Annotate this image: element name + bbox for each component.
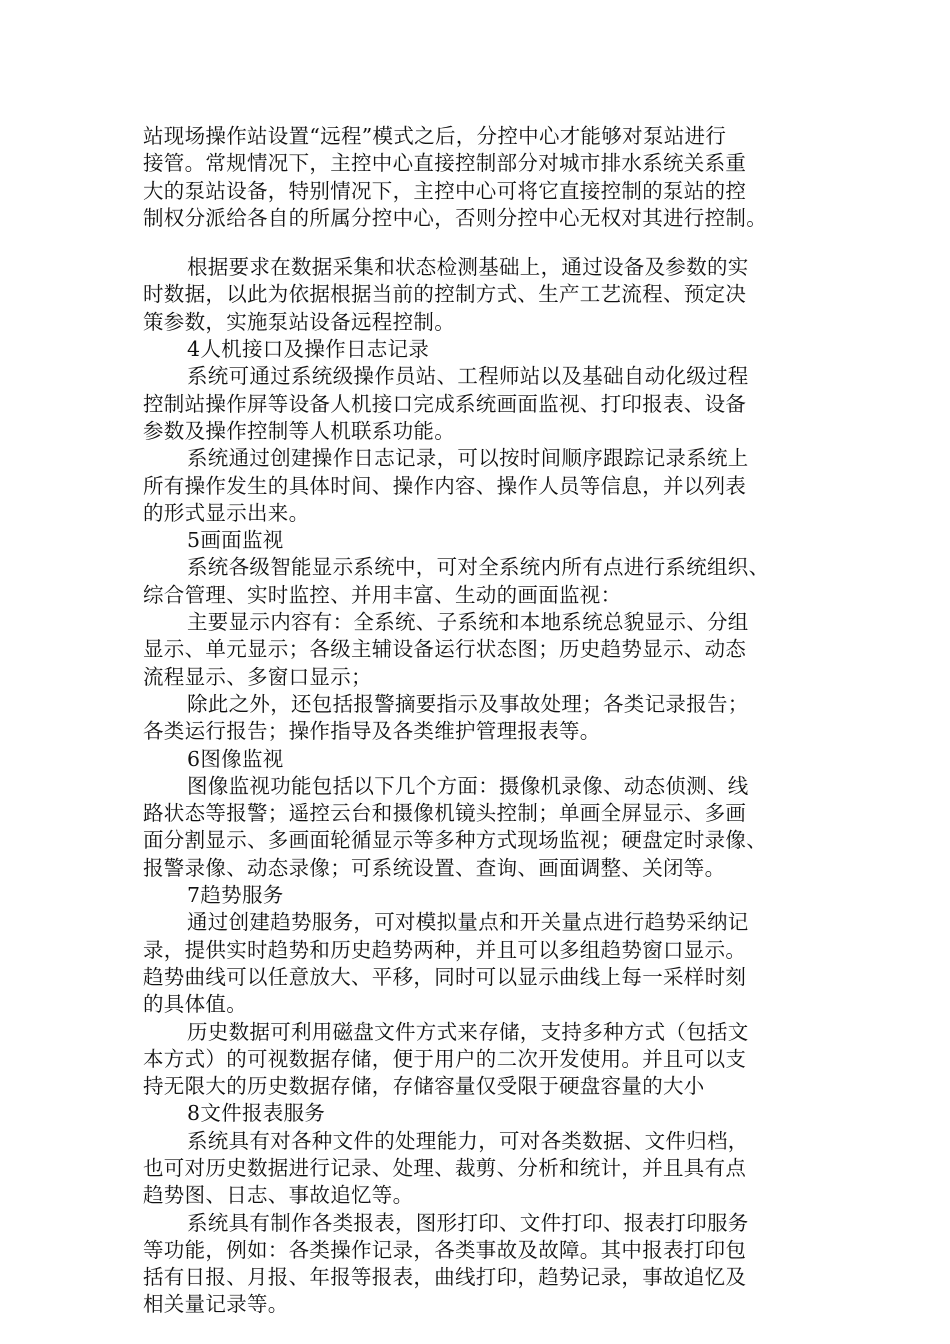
paragraph-history-storage bbox=[143, 1019, 815, 1101]
paragraph-display-system bbox=[143, 554, 815, 609]
text-line: 综合管理、实时监控、并用丰富、生动的画面监视： bbox=[143, 582, 622, 607]
text-line: 趋势曲线可以任意放大、平移，同时可以显示曲线上每一采样时刻 bbox=[143, 964, 747, 989]
text-line: 路状态等报警；遥控云台和摄像机镜头控制；单画全屏显示、多画 bbox=[143, 801, 747, 826]
text-line: 系统具有对各种文件的处理能力，可对各类数据、文件归档， bbox=[187, 1128, 749, 1153]
text-line: 系统可通过系统级操作员站、工程师站以及基础自动化级过程 bbox=[187, 364, 749, 389]
text-line: 流程显示、多窗口显示； bbox=[143, 664, 372, 689]
text-line: 的具体值。 bbox=[143, 992, 247, 1017]
paragraph-display-content bbox=[143, 609, 815, 691]
heading-text: 5画面监视 bbox=[187, 528, 284, 553]
text-line: 等功能，例如：各类操作记录，各类事故及故障。其中报表打印包 bbox=[143, 1237, 747, 1262]
section-heading-hmi bbox=[143, 336, 815, 363]
text-line: 所有操作发生的具体时间、操作内容、操作人员等信息，并以列表 bbox=[143, 473, 747, 498]
text-line: 大的泵站设备，特别情况下，主控中心可将它直接控制的泵站的控 bbox=[143, 178, 747, 203]
text-line: 报警录像、动态录像；可系统设置、查询、画面调整、关闭等。 bbox=[143, 855, 726, 880]
text-line: 通过创建趋势服务，可对模拟量点和开关量点进行趋势采纳记 bbox=[187, 910, 749, 935]
paragraph-operation-log bbox=[143, 445, 815, 527]
text-line: 的形式显示出来。 bbox=[143, 500, 310, 525]
text-line: 主要显示内容有：全系统、子系统和本地系统总貌显示、分组 bbox=[187, 610, 749, 635]
section-heading-file-report-service bbox=[143, 1100, 815, 1127]
text-line: 接管。常规情况下，主控中心直接控制部分对城市排水系统关系重 bbox=[143, 151, 747, 176]
heading-text: 6图像监视 bbox=[187, 746, 284, 771]
paragraph-remote-control bbox=[143, 254, 815, 336]
text-line: 显示、单元显示；各级主辅设备运行状态图；历史趋势显示、动态 bbox=[143, 637, 747, 662]
text-line: 除此之外，还包括报警摘要指示及事故处理；各类记录报告； bbox=[187, 691, 749, 716]
text-line: 控制站操作屏等设备人机接口完成系统画面监视、打印报表、设备 bbox=[143, 391, 747, 416]
paragraph-hmi bbox=[143, 363, 815, 445]
text-line: 面分割显示、多画面轮循显示等多种方式现场监视；硬盘定时录像、 bbox=[143, 828, 767, 853]
section-heading-screen-monitoring bbox=[143, 527, 815, 554]
heading-text: 7趋势服务 bbox=[187, 883, 284, 908]
paragraph-file-processing bbox=[143, 1128, 815, 1210]
paragraph-video-functions bbox=[143, 773, 815, 882]
text-line: 系统具有制作各类报表，图形打印、文件打印、报表打印服务 bbox=[187, 1210, 749, 1235]
paragraph-remote-mode bbox=[143, 123, 815, 232]
section-heading-video-monitoring bbox=[143, 746, 815, 773]
paragraph-gap bbox=[143, 232, 815, 254]
paragraph-report-printing bbox=[143, 1210, 815, 1319]
heading-text: 8文件报表服务 bbox=[187, 1101, 326, 1126]
text-line: 时数据，以此为依据根据当前的控制方式、生产工艺流程、预定决 bbox=[143, 282, 747, 307]
text-line: 各类运行报告；操作指导及各类维护管理报表等。 bbox=[143, 719, 601, 744]
text-line: 系统各级智能显示系统中，可对全系统内所有点进行系统组织、 bbox=[187, 555, 770, 580]
text-line: 趋势图、日志、事故追忆等。 bbox=[143, 1183, 414, 1208]
text-line: 图像监视功能包括以下几个方面：摄像机录像、动态侦测、线 bbox=[187, 773, 749, 798]
paragraph-trend-service bbox=[143, 909, 815, 1018]
text-line: 策参数，实施泵站设备远程控制。 bbox=[143, 309, 455, 334]
text-line: 录，提供实时趋势和历史趋势两种，并且可以多组趋势窗口显示。 bbox=[143, 937, 747, 962]
text-line: 制权分派给各自的所属分控中心，否则分控中心无权对其进行控制。 bbox=[143, 205, 767, 230]
text-line: 也可对历史数据进行记录、处理、裁剪、分析和统计，并且具有点 bbox=[143, 1155, 747, 1180]
heading-text: 4人机接口及操作日志记录 bbox=[187, 337, 430, 362]
text-line: 持无限大的历史数据存储，存储容量仅受限于硬盘容量的大小 bbox=[143, 1074, 705, 1099]
text-line: 站现场操作站设置“远程”模式之后，分控中心才能够对泵站进行 bbox=[143, 124, 727, 148]
text-line: 本方式）的可视数据存储，便于用户的二次开发使用。并且可以支 bbox=[143, 1046, 747, 1071]
text-line: 相关量记录等。 bbox=[143, 1292, 289, 1317]
text-line: 系统通过创建操作日志记录，可以按时间顺序跟踪记录系统上 bbox=[187, 446, 749, 471]
text-line: 历史数据可利用磁盘文件方式来存储，支持多种方式（包括文 bbox=[187, 1019, 749, 1044]
paragraph-alarm-reports bbox=[143, 691, 815, 746]
document-body bbox=[143, 123, 815, 1319]
text-line: 参数及操作控制等人机联系功能。 bbox=[143, 418, 455, 443]
text-line: 根据要求在数据采集和状态检测基础上，通过设备及参数的实 bbox=[187, 255, 749, 280]
text-line: 括有日报、月报、年报等报表，曲线打印，趋势记录，事故追忆及 bbox=[143, 1265, 747, 1290]
section-heading-trend-service bbox=[143, 882, 815, 909]
